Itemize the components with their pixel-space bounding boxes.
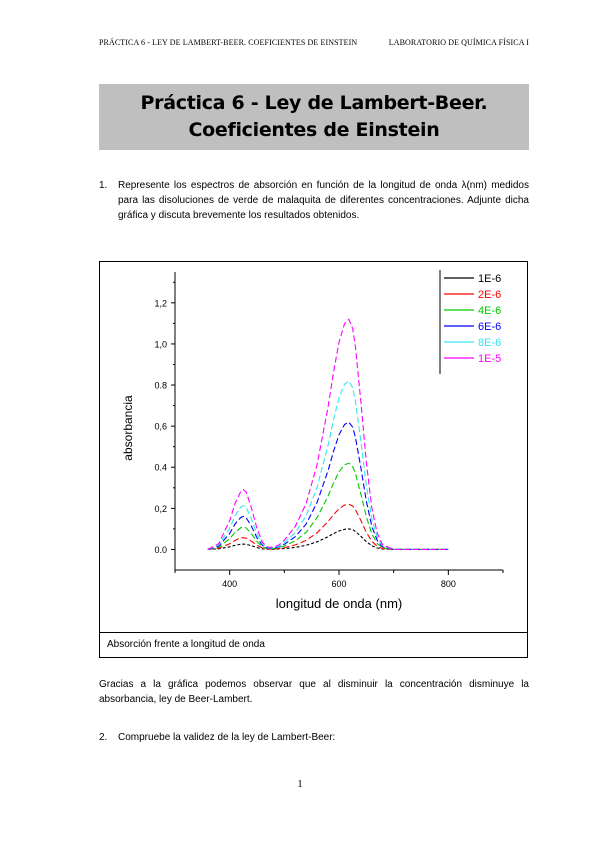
question-1-text: Represente los espectros de absorción en función de la longitud de onda λ(nm) medidos para las disoluciones de verde de malaquita de diferentes concentraciones. Adjunte dicha gráfica y discuta brevemente los resultados obtenidos. bbox=[118, 180, 529, 221]
y-tick-label: 0.0 bbox=[154, 544, 167, 555]
y-tick-label: 0,2 bbox=[154, 503, 167, 514]
absorbance-chart bbox=[100, 262, 527, 633]
question-1 bbox=[99, 178, 529, 223]
question-1-number: 1. bbox=[99, 180, 108, 191]
y-tick-label: 0.8 bbox=[154, 380, 167, 391]
y-axis-label: absorbancia bbox=[121, 395, 135, 461]
x-tick-label: 800 bbox=[440, 579, 456, 589]
header-right: LABORATORIO DE QUÍMICA FÍSICA I bbox=[388, 38, 529, 47]
title-line-2: Coeficientes de Einstein bbox=[188, 119, 440, 141]
y-tick-label: 1,2 bbox=[154, 298, 167, 309]
x-tick-label: 600 bbox=[331, 579, 347, 589]
legend-label-2E-6: 2E-6 bbox=[478, 289, 502, 301]
y-tick-label: 0,6 bbox=[154, 421, 167, 432]
title-box bbox=[99, 84, 529, 150]
legend-label-8E-6: 8E-6 bbox=[478, 337, 502, 349]
legend-label-1E-5: 1E-5 bbox=[478, 353, 502, 365]
question-2-number: 2. bbox=[99, 732, 108, 743]
legend-label-4E-6: 4E-6 bbox=[478, 305, 502, 317]
figure-caption: Absorción frente a longitud de onda bbox=[100, 632, 527, 657]
analysis-paragraph: Gracias a la gráfica podemos observar que al disminuir la concentración disminuye la absorbancia, ley de Beer-Lambert. bbox=[99, 679, 529, 705]
y-tick-label: 0.4 bbox=[154, 462, 167, 473]
question-2-text: Compruebe la validez de la ley de Lambert-Beer: bbox=[118, 732, 336, 743]
legend-label-6E-6: 6E-6 bbox=[478, 321, 502, 333]
question-2 bbox=[99, 732, 335, 743]
running-header bbox=[99, 38, 529, 47]
x-tick-label: 400 bbox=[222, 579, 238, 589]
header-left: PRÁCTICA 6 - LEY DE LAMBERT-BEER. COEFICIENTES DE EINSTEIN bbox=[99, 38, 358, 47]
legend-label-1E-6: 1E-6 bbox=[478, 273, 502, 285]
y-tick-label: 1,0 bbox=[154, 339, 167, 350]
series-line-2E-6 bbox=[208, 504, 448, 549]
figure-box bbox=[99, 261, 528, 658]
series-line-1E-5 bbox=[208, 319, 448, 549]
series-line-6E-6 bbox=[208, 422, 448, 549]
title-line-1: Práctica 6 - Ley de Lambert-Beer. bbox=[140, 92, 488, 114]
series-line-1E-6 bbox=[208, 529, 448, 550]
page-number: 1 bbox=[297, 778, 303, 790]
x-axis-label: longitud de onda (nm) bbox=[275, 596, 403, 611]
plot-area bbox=[154, 270, 503, 589]
